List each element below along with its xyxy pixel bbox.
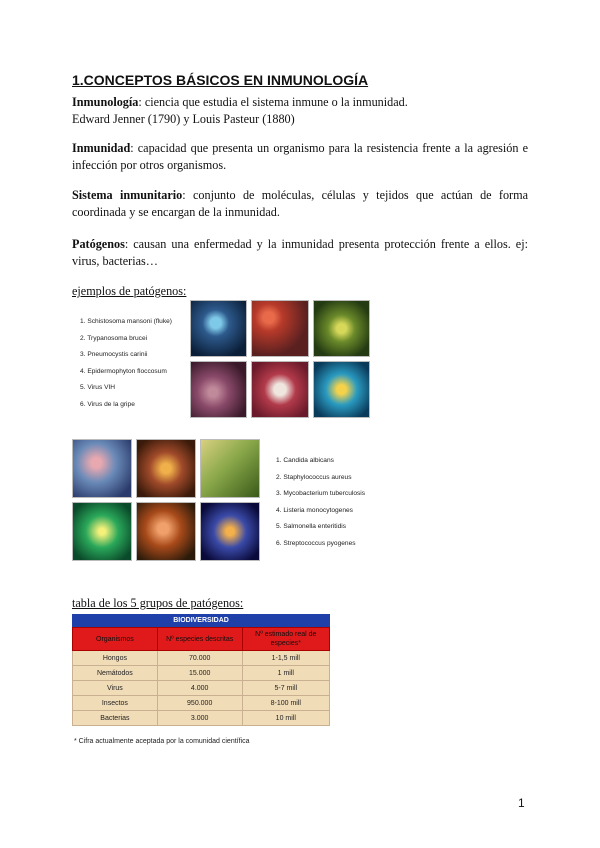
- pathogen-list-2: [276, 453, 365, 552]
- micrograph-image: [190, 300, 247, 357]
- list-item: 2. Trypanosoma brucei: [80, 334, 148, 342]
- pathogen-photo-grid-2: [72, 439, 260, 561]
- text-inmunidad: : capacidad que presenta un organismo para la resistencia frente a la agresión e infección por otros organismos.: [72, 141, 528, 172]
- biodiversity-table: [72, 614, 330, 732]
- column-header: Nº estimado real de especies*: [242, 628, 329, 651]
- table-cell: Virus: [73, 681, 158, 696]
- term-inmunidad: Inmunidad: [72, 141, 131, 155]
- list-item: 2. Staphylococcus aureus: [276, 473, 352, 481]
- micrograph-image: [136, 502, 196, 561]
- table-row: [73, 696, 330, 711]
- micrograph-image: [200, 439, 260, 498]
- definition-inmunidad: [72, 140, 528, 174]
- section-heading: 1.CONCEPTOS BÁSICOS EN INMUNOLOGÍA: [72, 72, 369, 88]
- micrograph-image: [136, 439, 196, 498]
- table-cell: Nemátodos: [73, 666, 158, 681]
- table-cell: 4.000: [157, 681, 242, 696]
- definition-inmunologia: [72, 94, 528, 128]
- table-title: BIODIVERSIDAD: [72, 614, 330, 627]
- inmunologia-pioneers: Edward Jenner (1790) y Louis Pasteur (1880): [72, 112, 295, 126]
- micrograph-image: [313, 300, 370, 357]
- micrograph-image: [251, 300, 308, 357]
- table-cell: 3.000: [157, 711, 242, 726]
- table-row: [73, 681, 330, 696]
- examples-caption: ejemplos de patógenos:: [72, 284, 187, 298]
- text-inmunologia: : ciencia que estudia el sistema inmune o la inmunidad.: [138, 95, 408, 109]
- text-sistema-inmunitario: : conjunto de moléculas, células y tejidos que actúan de forma coordinada y se encargan de la inmunidad.: [72, 188, 529, 219]
- table-cell: Insectos: [73, 696, 158, 711]
- table-footnote: * Cifra actualmente aceptada por la comunidad científica: [74, 738, 250, 745]
- list-item: 3. Mycobacterium tuberculosis: [276, 490, 366, 497]
- table-cell: 15.000: [157, 666, 242, 681]
- table-cell: 10 mill: [242, 711, 329, 726]
- definition-patogenos: [72, 236, 528, 270]
- table-header-row: [73, 628, 330, 651]
- table-row: [73, 651, 330, 666]
- table-row: [73, 711, 330, 726]
- list-item: 4. Listeria monocytogenes: [276, 506, 353, 514]
- table-cell: 8-100 mill: [242, 696, 329, 711]
- list-item: 1. Schistosoma mansoni (fluke): [80, 318, 172, 325]
- list-item: 6. Virus de la gripe: [80, 400, 135, 408]
- term-inmunologia: Inmunología: [72, 95, 139, 109]
- list-item: 1. Candida albicans: [276, 457, 334, 464]
- definition-sistema-inmunitario: [72, 187, 528, 221]
- table-caption: tabla de los 5 grupos de patógenos:: [72, 596, 244, 610]
- pathogen-list-1: [80, 314, 172, 413]
- micrograph-image: [200, 502, 260, 561]
- list-item: 5. Virus VIH: [80, 384, 116, 391]
- table-cell: 70.000: [157, 651, 242, 666]
- table-grid: [72, 627, 330, 726]
- table-cell: Hongos: [73, 651, 158, 666]
- micrograph-image: [72, 502, 132, 561]
- list-item: 6. Streptococcus pyogenes: [276, 539, 356, 547]
- list-item: 5. Salmonella enteritidis: [276, 523, 347, 530]
- table-cell: 950.000: [157, 696, 242, 711]
- column-header: Organismos: [73, 628, 158, 651]
- term-sistema-inmunitario: Sistema inmunitario: [72, 188, 183, 202]
- table-cell: 1 mill: [242, 666, 329, 681]
- table-row: [73, 666, 330, 681]
- micrograph-image: [190, 361, 247, 418]
- list-item: 3. Pneumocystis carinii: [80, 351, 148, 358]
- column-header: Nº especies descritas: [157, 628, 242, 651]
- table-cell: 5-7 mill: [242, 681, 329, 696]
- list-item: 4. Epidermophyton floccosum: [80, 367, 167, 375]
- term-patogenos: Patógenos: [72, 237, 125, 251]
- table-cell: 1-1,5 mill: [242, 651, 329, 666]
- micrograph-image: [313, 361, 370, 418]
- micrograph-image: [72, 439, 132, 498]
- text-patogenos: : causan una enfermedad y la inmunidad presenta protección frente a ellos. ej: virus, bacterias…: [72, 237, 528, 268]
- pathogen-photo-grid-1: [190, 300, 370, 418]
- table-cell: Bacterias: [73, 711, 158, 726]
- page-number: 1: [518, 796, 525, 810]
- micrograph-image: [251, 361, 308, 418]
